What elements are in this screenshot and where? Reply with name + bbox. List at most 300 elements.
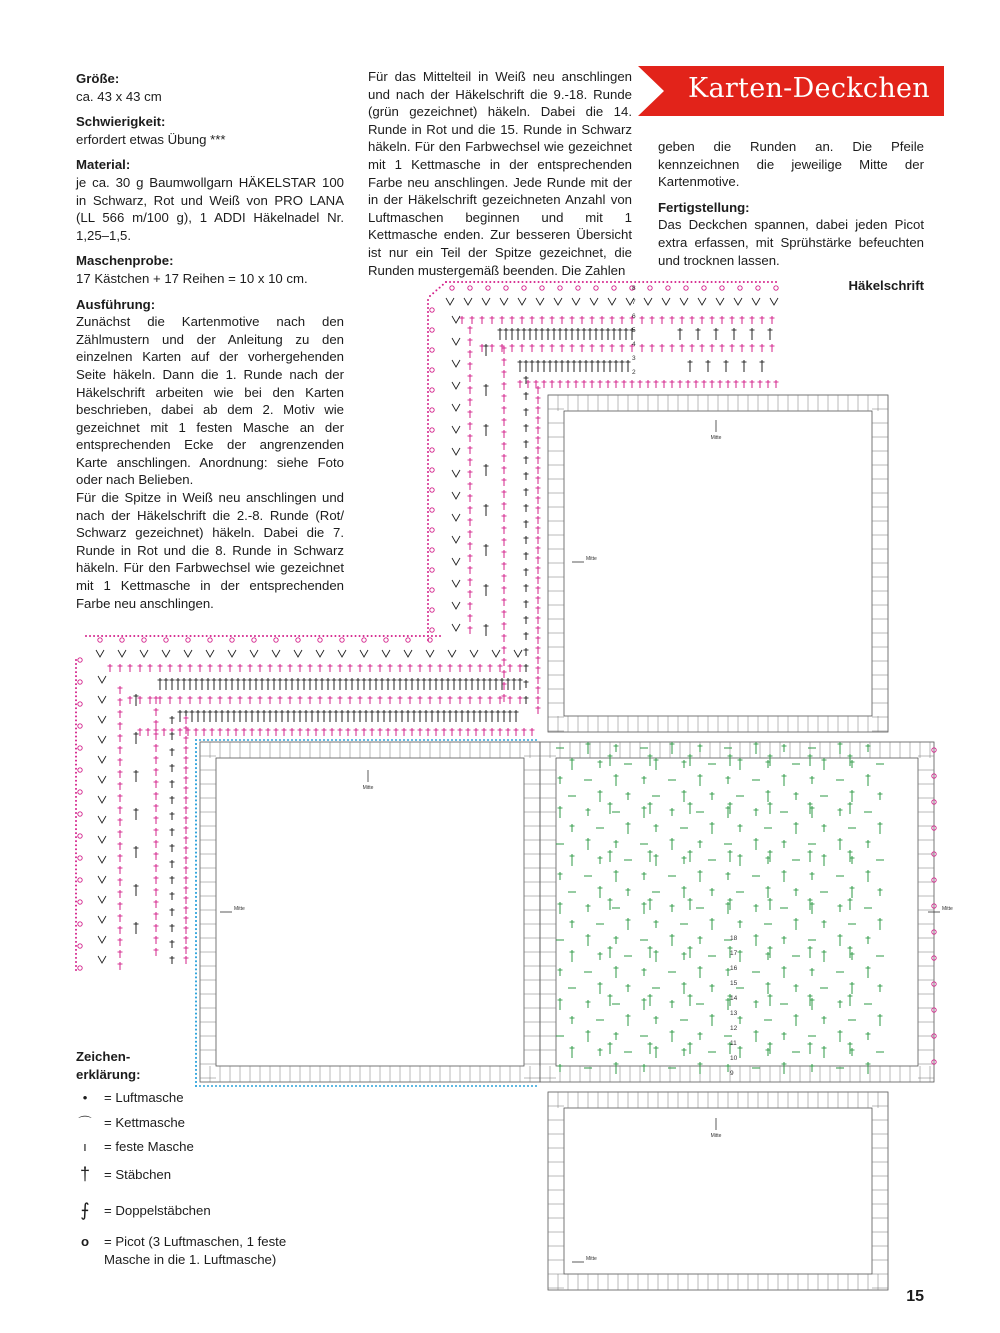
chain-dot <box>582 281 584 283</box>
chain-dot <box>521 281 523 283</box>
chain-dot <box>646 281 648 283</box>
chain-dot <box>535 1085 537 1087</box>
chain-dot <box>255 739 257 741</box>
chain-dot <box>650 281 652 283</box>
chain-dot <box>75 731 77 733</box>
chain-dot <box>602 281 604 283</box>
chain-dot <box>75 671 77 673</box>
chain-dot <box>371 1085 373 1087</box>
chain-dot <box>330 635 332 637</box>
chain-dot <box>75 796 77 798</box>
picot-icon: o <box>80 1234 90 1250</box>
chain-dot <box>75 772 77 774</box>
chain-dot <box>523 739 525 741</box>
chain-dot <box>230 635 232 637</box>
chain-dot <box>145 635 147 637</box>
picot-mark <box>340 638 344 642</box>
chain-dot <box>763 281 765 283</box>
card-outline <box>548 1092 888 1290</box>
chain-dot <box>195 1009 197 1011</box>
stitch-group-mark <box>518 298 526 305</box>
chain-dot <box>375 739 377 741</box>
chain-dot <box>75 687 77 689</box>
round-number: 17 <box>730 950 738 957</box>
chain-dot <box>75 711 77 713</box>
chain-dot <box>662 281 664 283</box>
round-number: 10 <box>730 1055 738 1062</box>
chain-dot <box>427 407 429 409</box>
chain-dot <box>195 779 197 781</box>
chain-dot <box>75 840 77 842</box>
stitch-group-mark <box>184 650 192 657</box>
chain-dot <box>491 1085 493 1087</box>
chain-dot <box>318 635 320 637</box>
stitch-group-mark <box>448 650 456 657</box>
slip-stitch-icon: ⌒ <box>78 1114 92 1130</box>
chain-dot <box>287 739 289 741</box>
chain-dot <box>242 635 244 637</box>
chain-dot <box>315 1085 317 1087</box>
stitch-group-mark <box>716 298 724 305</box>
chain-dot <box>367 739 369 741</box>
page-number: 15 <box>906 1288 924 1305</box>
chain-dot <box>427 443 429 445</box>
chain-dot <box>622 281 624 283</box>
chain-dot <box>195 763 197 765</box>
chain-dot <box>427 475 429 477</box>
page-title: Karten-Deckchen <box>687 73 930 104</box>
round-number: 9 <box>730 1070 734 1077</box>
chain-dot <box>715 281 717 283</box>
chain-dot <box>75 852 77 854</box>
chain-dot <box>195 832 197 834</box>
picot-mark <box>98 638 102 642</box>
chain-dot <box>491 739 493 741</box>
chain-dot <box>606 281 608 283</box>
chain-dot <box>751 281 753 283</box>
chain-dot <box>75 719 77 721</box>
chain-dot <box>75 832 77 834</box>
stitch-group-mark <box>452 316 460 323</box>
chain-dot <box>195 799 197 801</box>
picot-mark <box>430 568 434 572</box>
chain-dot <box>427 599 429 601</box>
chain-dot <box>747 281 749 283</box>
chain-dot <box>75 820 77 822</box>
round-number: 5 <box>632 327 636 334</box>
picot-mark <box>164 638 168 642</box>
difficulty-label: Schwierigkeit: <box>76 114 166 130</box>
chain-dot <box>195 811 197 813</box>
chain-dot <box>238 635 240 637</box>
chain-dot <box>427 471 429 473</box>
chain-dot <box>75 864 77 866</box>
chain-dot <box>97 635 99 637</box>
picot-mark <box>120 638 124 642</box>
chain-dot <box>447 1085 449 1087</box>
chain-dot <box>75 965 77 967</box>
chain-dot <box>75 764 77 766</box>
round-number: 12 <box>730 1025 738 1032</box>
chain-dot <box>427 739 429 741</box>
chain-dot <box>195 912 197 914</box>
stitch-group-mark <box>98 676 106 683</box>
chain-dot <box>141 635 143 637</box>
chain-dot <box>195 864 197 866</box>
chain-dot <box>427 615 429 617</box>
card-outline <box>200 742 540 1082</box>
chain-dot <box>431 739 433 741</box>
stitch-group-mark <box>536 298 544 305</box>
chain-dot <box>759 281 761 283</box>
chain-dot <box>427 491 429 493</box>
stitch-group-mark <box>464 298 472 305</box>
chain-dot <box>427 359 429 361</box>
stitch-group-mark <box>452 602 460 609</box>
chain-dot <box>195 1001 197 1003</box>
chain-dot <box>195 755 197 757</box>
chain-dot <box>707 281 709 283</box>
chain-dot <box>427 351 429 353</box>
chain-dot <box>194 635 196 637</box>
chain-dot <box>554 281 556 283</box>
chain-dot <box>435 635 437 637</box>
chain-dot <box>75 941 77 943</box>
chain-dot <box>75 961 77 963</box>
chain-dot <box>723 281 725 283</box>
chain-dot <box>495 1085 497 1087</box>
chain-dot <box>75 703 77 705</box>
chain-dot <box>338 635 340 637</box>
card-outline <box>548 395 888 732</box>
chain-dot <box>195 751 197 753</box>
stitch-group-mark <box>98 796 106 803</box>
chain-dot <box>461 281 463 283</box>
chain-dot <box>483 1085 485 1087</box>
chain-dot <box>346 635 348 637</box>
stitch-group-mark <box>608 298 616 305</box>
chain-dot <box>314 635 316 637</box>
stitch-group-mark <box>140 650 148 657</box>
chain-dot <box>411 635 413 637</box>
chain-dot <box>411 1085 413 1087</box>
round-number: 15 <box>730 980 738 987</box>
picot-mark <box>318 638 322 642</box>
chain-dot <box>407 635 409 637</box>
picot-mark <box>384 638 388 642</box>
chain-dot <box>195 775 197 777</box>
chain-dot <box>331 739 333 741</box>
chain-stitch-icon: • <box>82 1090 88 1106</box>
chain-dot <box>75 723 77 725</box>
chain-dot <box>427 391 429 393</box>
chain-dot <box>519 1085 521 1087</box>
picot-mark <box>230 638 234 642</box>
chain-dot <box>427 507 429 509</box>
chain-dot <box>511 1085 513 1087</box>
chain-dot <box>274 635 276 637</box>
card-inner-outline <box>216 758 524 1066</box>
stitch-group-mark <box>446 298 454 305</box>
chain-dot <box>251 739 253 741</box>
chain-dot <box>442 284 444 286</box>
legend-item-single <box>76 1138 296 1156</box>
chain-dot <box>427 479 429 481</box>
chain-dot <box>427 1085 429 1087</box>
stitch-group-mark <box>382 650 390 657</box>
chain-dot <box>75 872 77 874</box>
chain-dot <box>195 787 197 789</box>
chain-dot <box>427 583 429 585</box>
chain-dot <box>75 824 77 826</box>
picot-mark <box>186 638 190 642</box>
chain-dot <box>89 635 91 637</box>
chain-dot <box>294 635 296 637</box>
finishing-label: Fertigstellung: <box>658 199 750 215</box>
picot-mark <box>666 286 670 290</box>
chain-dot <box>195 743 197 745</box>
stitch-group-mark <box>452 448 460 455</box>
chain-dot <box>562 281 564 283</box>
center-label: Mitte <box>234 906 245 912</box>
chain-dot <box>427 547 429 549</box>
chain-dot <box>195 1005 197 1007</box>
chain-dot <box>511 739 513 741</box>
picot-mark <box>78 966 82 970</box>
chain-dot <box>75 760 77 762</box>
chain-dot <box>195 876 197 878</box>
chain-dot <box>427 627 429 629</box>
chain-dot <box>379 1085 381 1087</box>
stitch-group-mark <box>770 298 778 305</box>
chain-dot <box>195 936 197 938</box>
chain-dot <box>75 828 77 830</box>
chain-dot <box>195 964 197 966</box>
legend <box>76 1048 296 1275</box>
chain-dot <box>443 1085 445 1087</box>
stitch-group-mark <box>452 624 460 631</box>
chain-dot <box>415 739 417 741</box>
chain-dot <box>75 768 77 770</box>
chain-dot <box>427 467 429 469</box>
stitch-group-mark <box>514 650 522 657</box>
stitch-group-mark <box>98 936 106 943</box>
chain-dot <box>427 451 429 453</box>
chain-dot <box>658 281 660 283</box>
chain-dot <box>427 603 429 605</box>
chain-dot <box>427 551 429 553</box>
chain-dot <box>467 1085 469 1087</box>
chain-dot <box>387 1085 389 1087</box>
gauge-text: 17 Kästchen + 17 Reihen = 10 x 10 cm. <box>76 270 308 286</box>
chain-dot <box>75 933 77 935</box>
chain-dot <box>507 1085 509 1087</box>
chain-dot <box>443 739 445 741</box>
chain-dot <box>335 739 337 741</box>
legend-item-double <box>76 1163 296 1184</box>
chain-dot <box>427 347 429 349</box>
chain-dot <box>75 949 77 951</box>
finishing-text: Das Deckchen spannen, dabei jeden Picot extra erfassen, mit Sprühstärke befeuchten und trocknen lassen. <box>658 217 924 268</box>
chain-dot <box>262 635 264 637</box>
picot-mark <box>78 812 82 816</box>
chain-dot <box>359 1085 361 1087</box>
chain-dot <box>755 281 757 283</box>
chain-dot <box>195 823 197 825</box>
stitch-group-mark <box>452 558 460 565</box>
chain-dot <box>359 635 361 637</box>
chain-dot <box>501 281 503 283</box>
picot-mark <box>78 878 82 882</box>
chain-dot <box>566 281 568 283</box>
chain-dot <box>195 767 197 769</box>
chain-dot <box>670 281 672 283</box>
chain-dot <box>327 739 329 741</box>
stitch-group-mark <box>98 816 106 823</box>
chain-dot <box>427 387 429 389</box>
chain-dot <box>427 311 429 313</box>
chain-dot <box>427 631 429 633</box>
chain-dot <box>719 281 721 283</box>
chain-dot <box>435 1085 437 1087</box>
chain-dot <box>431 635 433 637</box>
chain-dot <box>235 739 237 741</box>
chain-dot <box>75 957 77 959</box>
picot-mark <box>430 608 434 612</box>
chain-dot <box>427 399 429 401</box>
chain-dot <box>735 281 737 283</box>
chain-dot <box>527 1085 529 1087</box>
chain-dot <box>195 972 197 974</box>
chain-dot <box>427 303 429 305</box>
chain-dot <box>427 575 429 577</box>
chain-dot <box>427 607 429 609</box>
chain-dot <box>531 739 533 741</box>
chain-dot <box>427 375 429 377</box>
chain-dot <box>399 635 401 637</box>
chain-dot <box>75 897 77 899</box>
chain-dot <box>243 739 245 741</box>
chain-dot <box>427 483 429 485</box>
chain-dot <box>195 844 197 846</box>
chain-dot <box>125 635 127 637</box>
chain-dot <box>391 635 393 637</box>
picot-mark <box>702 286 706 290</box>
chain-dot <box>463 739 465 741</box>
chain-dot <box>505 281 507 283</box>
chain-dot <box>427 439 429 441</box>
round-number: 16 <box>730 965 738 972</box>
chain-dot <box>379 739 381 741</box>
chain-dot <box>427 343 429 345</box>
legend-item-treble <box>76 1199 296 1220</box>
chain-dot <box>375 1085 377 1087</box>
chain-dot <box>399 739 401 741</box>
chain-dot <box>307 1085 309 1087</box>
chain-dot <box>483 739 485 741</box>
chain-dot <box>195 952 197 954</box>
chain-dot <box>695 281 697 283</box>
legend-title: Zeichen- <box>76 1049 131 1064</box>
chain-dot <box>278 635 280 637</box>
chain-dot <box>195 1029 197 1031</box>
chain-dot <box>427 463 429 465</box>
stitch-group-mark <box>162 650 170 657</box>
chain-dot <box>75 784 77 786</box>
chain-dot <box>477 281 479 283</box>
chart-card-outlines <box>195 395 934 1290</box>
chain-dot <box>75 868 77 870</box>
chain-dot <box>439 1085 441 1087</box>
chain-dot <box>298 635 300 637</box>
stitch-group-mark <box>452 382 460 389</box>
picot-mark <box>430 488 434 492</box>
stitch-group-mark <box>572 298 580 305</box>
chain-dot <box>75 679 77 681</box>
center-label: Mitte <box>586 556 597 562</box>
picot-mark <box>78 768 82 772</box>
size-label: Größe: <box>76 71 120 86</box>
chain-dot <box>487 1085 489 1087</box>
chain-dot <box>75 844 77 846</box>
chain-dot <box>195 856 197 858</box>
chain-dot <box>427 555 429 557</box>
chain-dot <box>351 1085 353 1087</box>
chain-dot <box>674 281 676 283</box>
chain-dot <box>427 299 429 301</box>
picot-mark <box>468 286 472 290</box>
chain-dot <box>427 527 429 529</box>
chain-dot <box>471 1085 473 1087</box>
chain-dot <box>427 327 429 329</box>
chain-dot <box>133 635 135 637</box>
chain-dot <box>411 739 413 741</box>
picot-mark <box>78 900 82 904</box>
center-label: Mitte <box>362 785 374 791</box>
stitch-group-mark <box>662 298 670 305</box>
chain-dot <box>690 281 692 283</box>
stitch-group-mark <box>272 650 280 657</box>
chain-dot <box>195 948 197 950</box>
chain-dot <box>195 807 197 809</box>
chain-dot <box>319 1085 321 1087</box>
chain-dot <box>423 739 425 741</box>
stitch-group-mark <box>452 404 460 411</box>
chain-dot <box>299 1085 301 1087</box>
chain-dot <box>339 1085 341 1087</box>
stitch-group-mark <box>98 896 106 903</box>
chain-dot <box>75 925 77 927</box>
chain-dot <box>375 635 377 637</box>
stitch-group-mark <box>452 360 460 367</box>
stitch-group-mark <box>734 298 742 305</box>
stitch-group-mark <box>98 916 106 923</box>
chain-dot <box>485 281 487 283</box>
picot-mark <box>522 286 526 290</box>
material-label: Material: <box>76 157 131 173</box>
stitch-group-mark <box>316 650 324 657</box>
chain-dot <box>195 836 197 838</box>
chain-dot <box>743 281 745 283</box>
chain-dot <box>207 739 209 741</box>
chain-dot <box>427 323 429 325</box>
chain-dot <box>451 739 453 741</box>
chain-dot <box>427 363 429 365</box>
chain-dot <box>570 281 572 283</box>
chain-dot <box>153 635 155 637</box>
stitch-group-mark <box>452 536 460 543</box>
chain-dot <box>666 281 668 283</box>
